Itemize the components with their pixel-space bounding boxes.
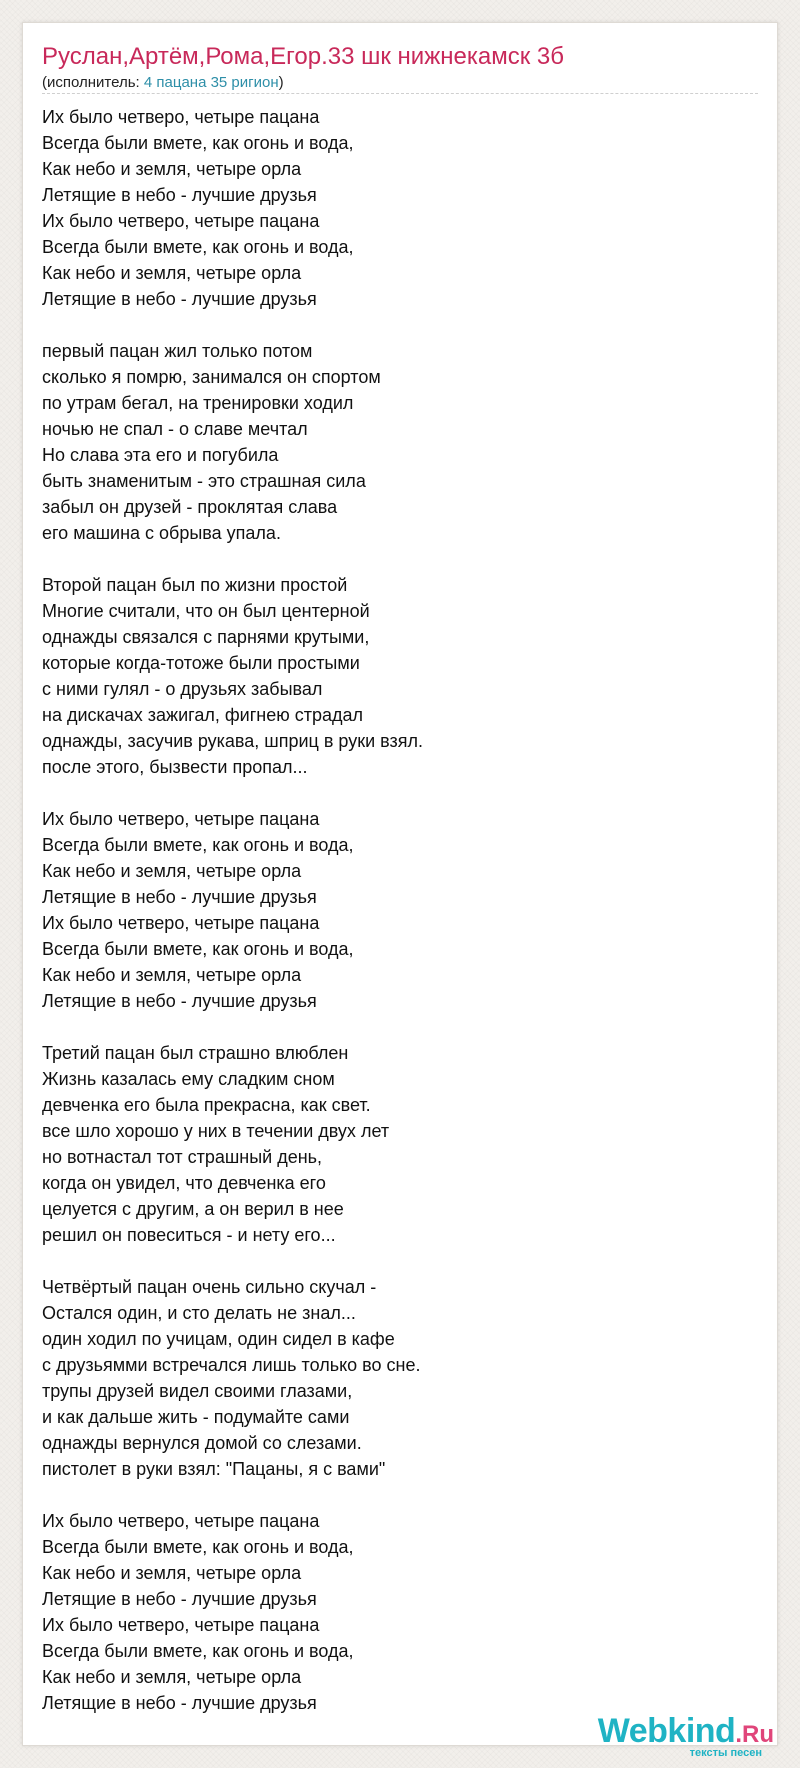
lyric-line: на дискачах зажигал, фигнею страдал (42, 705, 363, 725)
lyric-line: Летящие в небо - лучшие друзья (42, 1589, 317, 1609)
lyrics-body (42, 104, 742, 1742)
lyric-line: Их было четверо, четыре пацана (42, 809, 320, 829)
lyric-line: Как небо и земля, четыре орла (42, 1563, 302, 1583)
lyric-line: Как небо и земля, четыре орла (42, 1667, 302, 1687)
lyric-line: Всегда были вмете, как огонь и вода, (42, 1537, 354, 1557)
lyric-line: однажды связался с парнями крутыми, (42, 627, 370, 647)
lyric-line: Третий пацан был страшно влюблен (42, 1043, 349, 1063)
logo-tagline: тексты песен (689, 1747, 762, 1759)
title-divider (42, 93, 758, 94)
lyric-line: решил он повеситься - и нету его... (42, 1225, 336, 1245)
lyrics-stanza (42, 1508, 742, 1716)
lyric-line: Их было четверо, четыре пацана (42, 211, 320, 231)
lyrics-stanza (42, 806, 742, 1014)
lyric-line: Их было четверо, четыре пацана (42, 1615, 320, 1635)
lyric-line: Летящие в небо - лучшие друзья (42, 289, 317, 309)
lyric-line: Жизнь казалась ему сладким сном (42, 1069, 335, 1089)
lyric-line: и как дальше жить - подумайте сами (42, 1407, 350, 1427)
lyric-line: Летящие в небо - лучшие друзья (42, 887, 317, 907)
lyric-line: Летящие в небо - лучшие друзья (42, 185, 317, 205)
lyric-line: первый пацан жил только потом (42, 341, 313, 361)
lyric-line: все шло хорошо у них в течении двух лет (42, 1121, 390, 1141)
site-logo[interactable] (597, 1712, 774, 1759)
lyrics-stanza (42, 1274, 742, 1482)
lyrics-stanza (42, 338, 742, 546)
lyric-line: Как небо и земля, четыре орла (42, 263, 302, 283)
lyric-line: целуется с другим, а он верил в нее (42, 1199, 344, 1219)
lyric-line: один ходил по учицам, один сидел в кафе (42, 1329, 395, 1349)
lyric-line: Летящие в небо - лучшие друзья (42, 1693, 317, 1713)
performer-prefix: (исполнитель: (42, 74, 144, 91)
lyric-line: но вотнастал тот страшный день, (42, 1147, 323, 1167)
lyric-line: Но слава эта его и погубила (42, 445, 279, 465)
logo-tld: .Ru (735, 1721, 774, 1748)
lyrics-stanza (42, 104, 742, 312)
lyrics-stanza (42, 1040, 742, 1248)
lyric-line: Четвёртый пацан очень сильно скучал - (42, 1277, 377, 1297)
lyric-line: Всегда были вмете, как огонь и вода, (42, 835, 354, 855)
lyric-line: Остался один, и сто делать не знал... (42, 1303, 356, 1323)
lyric-line: трупы друзей видел своими глазами, (42, 1381, 353, 1401)
lyric-line: с друзьямми встречался лишь только во сне. (42, 1355, 421, 1375)
lyric-line: пистолет в руки взял: "Пацаны, я с вами" (42, 1459, 386, 1479)
song-title: Руслан,Артём,Рома,Егор.33 шк нижнекамск 3б (42, 43, 564, 70)
lyric-line: Всегда были вмете, как огонь и вода, (42, 939, 354, 959)
lyric-line: когда он увидел, что девченка его (42, 1173, 326, 1193)
lyric-line: Как небо и земля, четыре орла (42, 861, 302, 881)
lyric-line: Их было четверо, четыре пацана (42, 1511, 320, 1531)
lyric-line: Многие считали, что он был центерной (42, 601, 370, 621)
lyric-line: забыл он друзей - проклятая слава (42, 497, 338, 517)
logo-name: Webkind (597, 1712, 736, 1750)
performer-line (42, 73, 284, 93)
lyric-line: Всегда были вмете, как огонь и вода, (42, 1641, 354, 1661)
lyric-line: сколько я помрю, занимался он спортом (42, 367, 381, 387)
lyric-line: однажды, засучив рукава, шприц в руки взял. (42, 731, 424, 751)
lyric-line: Всегда были вмете, как огонь и вода, (42, 237, 354, 257)
lyric-line: которые когда-тотоже были простыми (42, 653, 360, 673)
lyric-line: девченка его была прекрасна, как свет. (42, 1095, 371, 1115)
performer-link[interactable]: 4 пацана 35 ригион (143, 74, 279, 91)
lyric-line: быть знаменитым - это страшная сила (42, 471, 366, 491)
lyrics-stanza (42, 572, 742, 780)
lyric-line: по утрам бегал, на тренировки ходил (42, 393, 354, 413)
lyric-line: Как небо и земля, четыре орла (42, 159, 302, 179)
lyric-line: его машина с обрыва упала. (42, 523, 281, 543)
lyric-line: Всегда были вмете, как огонь и вода, (42, 133, 354, 153)
lyric-line: ночью не спал - о славе мечтал (42, 419, 308, 439)
lyric-line: после этого, бызвести пропал... (42, 757, 308, 777)
lyric-line: Их было четверо, четыре пацана (42, 107, 320, 127)
lyric-line: с ними гулял - о друзьях забывал (42, 679, 323, 699)
lyric-line: Как небо и земля, четыре орла (42, 965, 302, 985)
lyric-line: однажды вернулся домой со слезами. (42, 1433, 362, 1453)
lyric-line: Второй пацан был по жизни простой (42, 575, 348, 595)
lyric-line: Летящие в небо - лучшие друзья (42, 991, 317, 1011)
performer-suffix: ) (278, 74, 284, 91)
lyric-line: Их было четверо, четыре пацана (42, 913, 320, 933)
